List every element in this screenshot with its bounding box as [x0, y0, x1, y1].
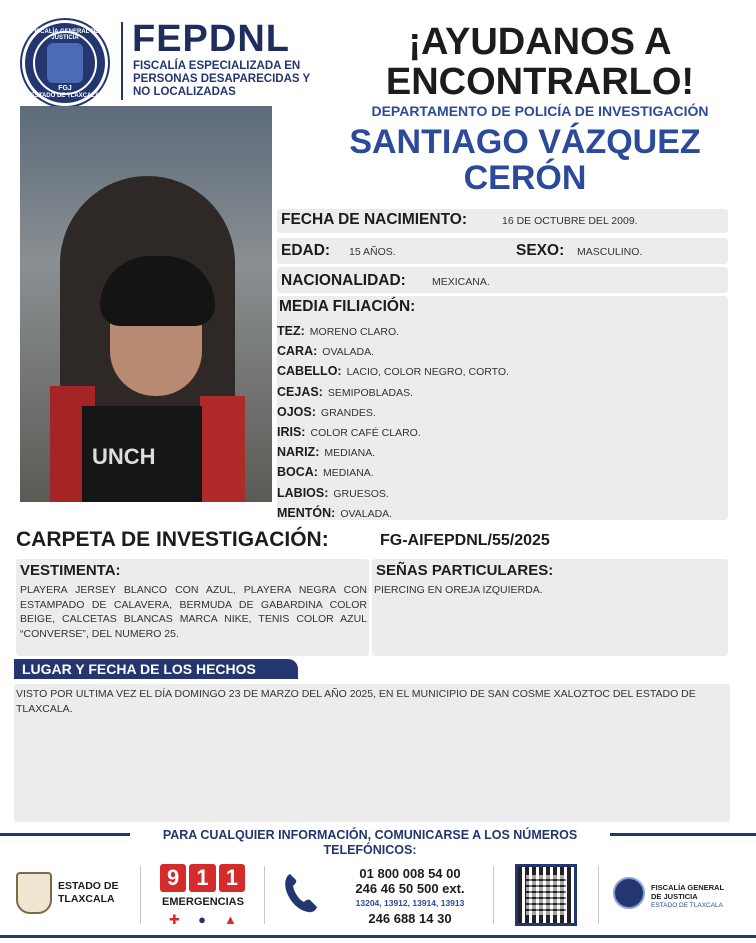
trait-row: [277, 443, 375, 461]
senas-value: PIERCING EN OREJA IZQUIERDA.: [374, 584, 543, 596]
missing-person-name: [315, 124, 735, 196]
digit-9: 9: [160, 864, 186, 892]
trait-value: COLOR CAFÉ CLARO.: [310, 427, 421, 439]
tlaxcala-coat-of-arms-icon: [16, 872, 52, 914]
footer-separator: [598, 866, 599, 924]
footer-separator: [493, 866, 494, 924]
seal-bottom-text: ESTADO DE TLAXCALA: [30, 93, 100, 99]
trait-row: [277, 504, 392, 522]
estado-line-2: TLAXCALA: [58, 893, 115, 905]
phone-number-3[interactable]: 246 688 14 30: [368, 911, 452, 926]
trait-label: CEJAS:: [277, 384, 323, 399]
emergency-911-logo: [160, 864, 245, 892]
vestimenta-field: [16, 559, 369, 656]
fgj-seal-logo: [22, 20, 108, 106]
contact-info-line-1: PARA CUALQUIER INFORMACIÓN, COMUNICARSE A LOS NÚMEROS: [162, 828, 578, 842]
age-sex-field: [277, 238, 728, 264]
photo-shirt-print: UNCH: [82, 406, 202, 502]
fgj-small-seal-icon: [613, 877, 645, 909]
seal-mid-text: FGJ: [58, 85, 72, 92]
estado-line-1: ESTADO DE: [58, 880, 119, 892]
contact-info-line-2: TELEFÓNICOS:: [323, 843, 417, 857]
trait-value: GRUESOS.: [333, 487, 389, 500]
trait-value: MORENO CLARO.: [309, 326, 400, 338]
phone-number-2[interactable]: 246 46 50 500 ext.: [355, 881, 465, 896]
headline-line-1: ¡AYUDANOS A: [408, 21, 672, 63]
footer-separator: [140, 866, 141, 924]
carpeta-label: CARPETA DE INVESTIGACIÓN:: [16, 528, 329, 551]
person-photo: [20, 106, 272, 502]
sex-value: MASCULINO.: [577, 246, 643, 258]
headline: [330, 22, 750, 102]
trait-value: MEDIANA.: [324, 447, 376, 460]
header-divider: [121, 22, 123, 100]
footer-separator: [264, 866, 265, 924]
trait-label: NARIZ:: [277, 445, 320, 460]
trait-label: BOCA:: [277, 465, 318, 480]
agency-acronym: FEPDNL: [132, 18, 290, 60]
nationality-value: MEXICANA.: [432, 276, 490, 288]
footer-divider-bottom: [0, 935, 756, 938]
media-filiacion-label: MEDIA FILIACIÓN:: [279, 298, 416, 315]
nationality-field: [277, 267, 728, 293]
trait-value: SEMIPOBLADAS.: [327, 386, 414, 399]
emergency-icons: [160, 912, 246, 928]
lugar-label: LUGAR Y FECHA DE LOS HECHOS: [14, 659, 298, 679]
senas-field: [372, 559, 728, 656]
trait-value: LACIO, COLOR NEGRO, CORTO.: [346, 366, 509, 379]
department-name: DEPARTAMENTO DE POLICÍA DE INVESTIGACIÓN: [371, 103, 709, 119]
fgj-line-3: ESTADO DE TLAXCALA: [651, 902, 724, 909]
trait-label: OJOS:: [277, 404, 316, 419]
trait-row: [277, 362, 509, 380]
media-filiacion-field: [277, 296, 728, 520]
sex-label: SEXO:: [516, 242, 565, 259]
trait-value: OVALADA.: [322, 346, 375, 359]
vestimenta-label: VESTIMENTA:: [20, 562, 121, 579]
seal-top-text: FISCALÍA GENERAL DE JUSTICIA: [30, 29, 100, 41]
trait-value: MEDIANA.: [322, 467, 374, 480]
police-icon: ●: [198, 912, 206, 927]
qr-code-icon[interactable]: [515, 864, 577, 926]
age-value: 15 AÑOS.: [349, 246, 396, 258]
lugar-value: VISTO POR ULTIMA VEZ EL DÍA DOMINGO 23 DE MARZO DEL AÑO 2025, EN EL MUNICIPIO DE SAN COSME XALOZTOC DEL ESTADO DE TLAXCALA.: [16, 688, 696, 715]
trait-row: [277, 403, 376, 421]
nationality-label: NACIONALIDAD:: [281, 272, 406, 289]
contact-info: [130, 828, 610, 858]
trait-label: TEZ:: [277, 324, 305, 338]
trait-label: MENTÓN:: [277, 505, 336, 520]
trait-value: OVALADA.: [340, 507, 393, 520]
headline-line-2: ENCONTRARLO!: [385, 61, 695, 103]
birthdate-field: [277, 209, 728, 233]
trait-value: GRANDES.: [320, 406, 376, 419]
trait-row: [277, 322, 399, 340]
estado-tlaxcala-text: [58, 880, 118, 906]
emergencias-text: EMERGENCIAS: [162, 896, 244, 908]
red-cross-icon: ✚: [169, 912, 180, 927]
phone-number-1[interactable]: 01 800 008 54 00: [359, 866, 461, 881]
fire-icon: ▲: [224, 912, 237, 927]
trait-row: [277, 423, 421, 441]
trait-label: CABELLO:: [277, 364, 342, 379]
name-line-1: SANTIAGO VÁZQUEZ: [349, 123, 701, 161]
trait-row: [277, 342, 374, 360]
age-label: EDAD:: [281, 242, 331, 259]
phone-extensions: 13204, 13912, 13914, 13913: [355, 898, 465, 908]
name-line-2: CERÓN: [463, 159, 587, 197]
vestimenta-value: PLAYERA JERSEY BLANCO CON AZUL, PLAYERA NEGRA CON ESTAMPADO DE CALAVERA, BERMUDA DE GABARDINA COLOR BEIGE, CALCETAS BLANCAS MARCA NIKE, TENIS COLOR AZUL “CONVERSE”, DEL NUMERO 25.: [20, 584, 367, 640]
fgj-line-2: DE JUSTICIA: [651, 892, 698, 901]
trait-label: CARA:: [277, 344, 318, 359]
phone-icon: [282, 870, 320, 923]
trait-label: LABIOS:: [277, 485, 329, 500]
carpeta-value: FG-AIFEPDNL/55/2025: [380, 532, 550, 549]
fgj-line-1: FISCALÍA GENERAL: [651, 883, 725, 892]
lugar-field: [14, 684, 730, 822]
trait-label: IRIS:: [277, 425, 306, 439]
senas-label: SEÑAS PARTICULARES:: [376, 562, 554, 579]
fgj-text: [651, 883, 724, 910]
trait-row: [277, 484, 389, 502]
trait-row: [277, 383, 413, 401]
birthdate-label: FECHA DE NACIMIENTO:: [281, 211, 467, 228]
phone-numbers: [340, 866, 480, 926]
digit-1b: 1: [219, 864, 245, 892]
agency-fullname: FISCALÍA ESPECIALIZADA EN PERSONAS DESAPARECIDAS Y NO LOCALIZADAS: [133, 60, 311, 98]
birthdate-value: 16 DE OCTUBRE DEL 2009.: [502, 215, 638, 227]
digit-1: 1: [189, 864, 215, 892]
trait-row: [277, 463, 374, 481]
